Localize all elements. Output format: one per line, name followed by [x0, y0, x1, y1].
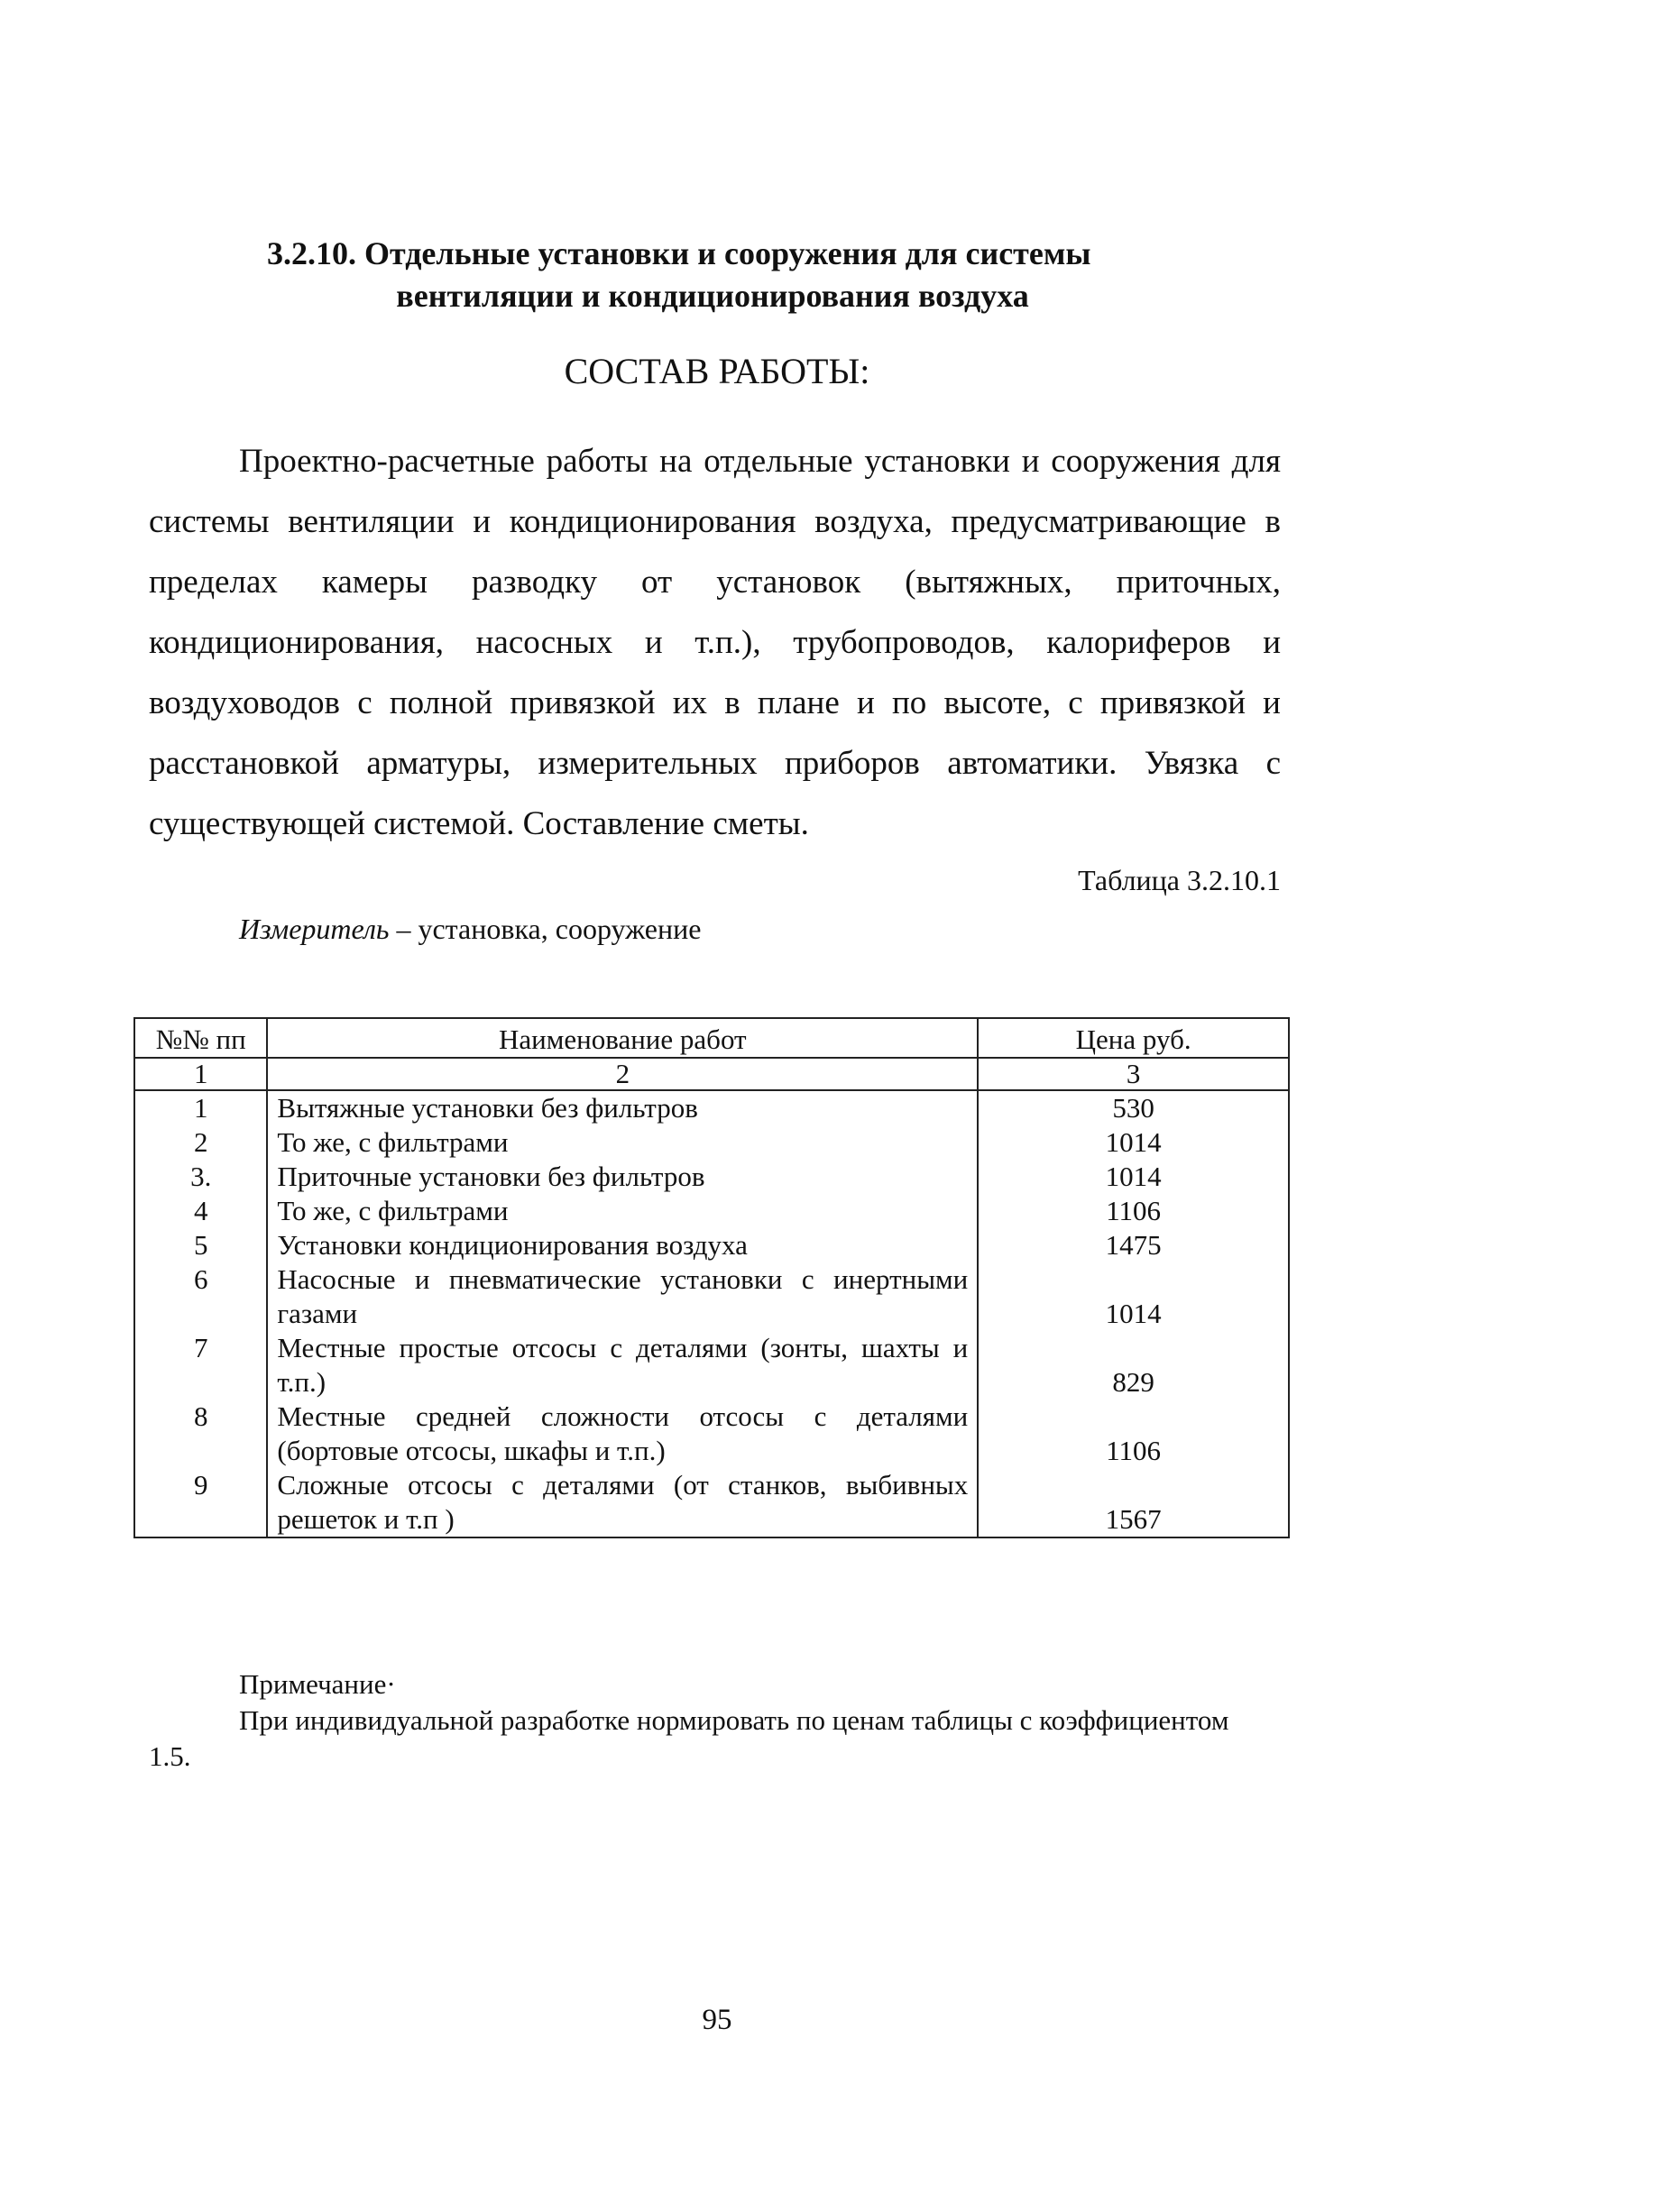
- row-work-name: Сложные отсосы с деталями (от станков, выбивных решеток и т.п ): [267, 1468, 978, 1537]
- column-number: 3: [978, 1058, 1289, 1090]
- table-row: [134, 1228, 1289, 1262]
- row-number: 3.: [134, 1160, 267, 1194]
- row-work-name: Вытяжные установки без фильтров: [267, 1090, 978, 1125]
- row-price: 1106: [978, 1400, 1289, 1468]
- table-row: [134, 1262, 1289, 1331]
- row-number: 9: [134, 1468, 267, 1537]
- row-number: 6: [134, 1262, 267, 1331]
- table-row: [134, 1400, 1289, 1468]
- note-text: При индивидуальной разработке нормировать по ценам таблицы с коэффициентом 1.5.: [149, 1704, 1229, 1772]
- column-number: 2: [267, 1058, 978, 1090]
- row-price: 1567: [978, 1468, 1289, 1537]
- header-number: №№ пп: [134, 1018, 267, 1058]
- row-work-name: Приточные установки без фильтров: [267, 1160, 978, 1194]
- row-number: 8: [134, 1400, 267, 1468]
- note-block: [149, 1666, 1276, 1775]
- section-heading-line2: вентиляции и кондиционирования воздуха: [396, 278, 1029, 314]
- header-price: Цена руб.: [978, 1018, 1289, 1058]
- row-number: 2: [134, 1125, 267, 1160]
- row-work-name: Насосные и пневматические установки с инертными газами: [267, 1262, 978, 1331]
- table-row: [134, 1125, 1289, 1160]
- note-title: Примечание·: [239, 1668, 396, 1700]
- composition-title: СОСТАВ РАБОТЫ:: [564, 351, 870, 391]
- table-row: [134, 1160, 1289, 1194]
- table-caption: Таблица 3.2.10.1: [1078, 864, 1281, 896]
- measure-line: [239, 913, 701, 946]
- table-row: [134, 1331, 1289, 1400]
- works-price-table: [133, 1017, 1290, 1538]
- column-number: 1: [134, 1058, 267, 1090]
- row-work-name: Установки кондиционирования воздуха: [267, 1228, 978, 1262]
- row-number: 5: [134, 1228, 267, 1262]
- row-price: 829: [978, 1331, 1289, 1400]
- measure-value: – установка, сооружение: [389, 913, 702, 945]
- table-header-row: [134, 1018, 1289, 1058]
- table-row: [134, 1090, 1289, 1125]
- work-description: Проектно-расчетные работы на отдельные установки и сооружения для системы вентиляции и кондиционирования воздуха, предусматривающие в пределах камеры разводку от установок (вытяжных, приточных, кондиционирования, насосных и т.п.), трубопроводов, калориферов и воздуховодов с полной привязкой их в плане и по высоте, с привязкой и расстановкой арматуры, измерительных приборов автоматики. Увязка с существующей системой. Составление сметы.: [149, 443, 1281, 842]
- row-price: 1014: [978, 1125, 1289, 1160]
- table-row: [134, 1468, 1289, 1537]
- row-work-name: То же, с фильтрами: [267, 1194, 978, 1228]
- row-number: 4: [134, 1194, 267, 1228]
- section-heading-line1: 3.2.10. Отдельные установки и сооружения для системы: [267, 235, 1091, 271]
- row-work-name: Местные простые отсосы с деталями (зонты, шахты и т.п.): [267, 1331, 978, 1400]
- table-row: [134, 1194, 1289, 1228]
- page-number: 95: [702, 2004, 732, 2036]
- column-number-row: [134, 1058, 1289, 1090]
- row-price: 1475: [978, 1228, 1289, 1262]
- header-work-name: Наименование работ: [267, 1018, 978, 1058]
- row-number: 7: [134, 1331, 267, 1400]
- row-work-name: Местные средней сложности отсосы с деталями (бортовые отсосы, шкафы и т.п.): [267, 1400, 978, 1468]
- measure-label: Измеритель: [239, 913, 390, 945]
- row-price: 1014: [978, 1160, 1289, 1194]
- row-price: 1014: [978, 1262, 1289, 1331]
- row-price: 530: [978, 1090, 1289, 1125]
- row-work-name: То же, с фильтрами: [267, 1125, 978, 1160]
- row-number: 1: [134, 1090, 267, 1125]
- row-price: 1106: [978, 1194, 1289, 1228]
